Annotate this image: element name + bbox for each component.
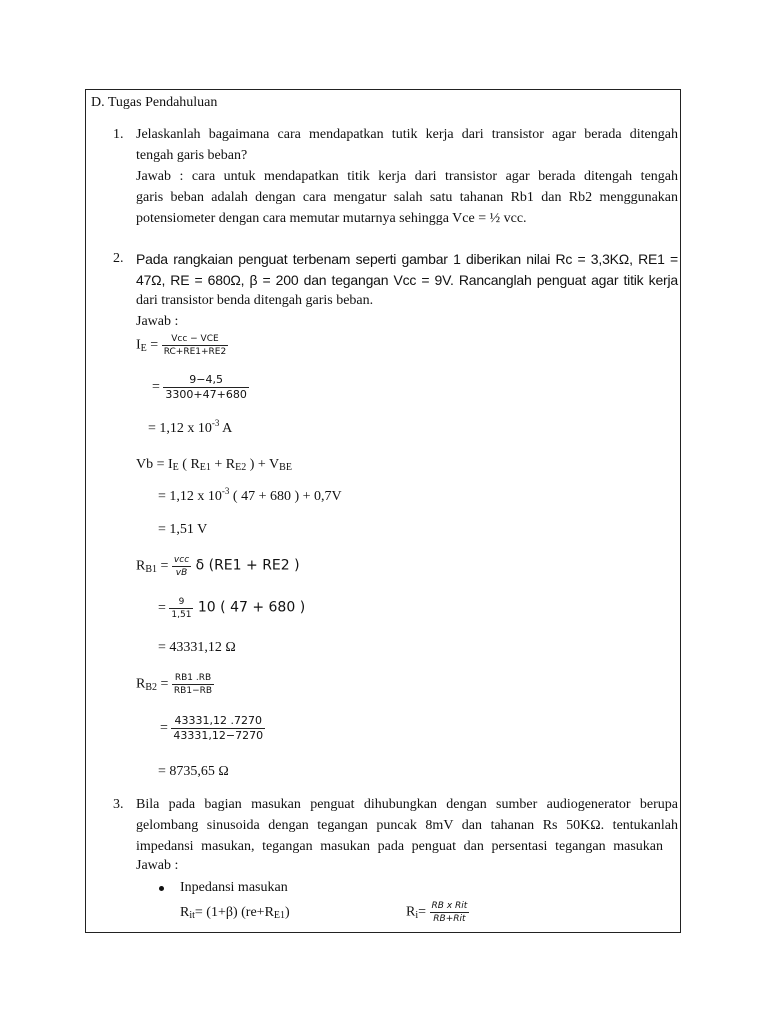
- q1-answer-line3: potensiometer dengan cara memutar mutarnya sehingga Vce = ½ vcc.: [136, 211, 527, 226]
- rb1-formula: RB1 = $\frac{\text{vcc}}{vB}$ δ (RE1 + RE2 ): [136, 555, 300, 578]
- q2-line1: Pada rangkaian penguat terbenam seperti gambar 1 diberikan nilai Rc = 3,3KΩ, RE1 =: [136, 251, 678, 267]
- ie-result: = 1,12 x $10^{-3}$ A: [148, 418, 233, 436]
- q2-line2: 47Ω, RE = 680Ω, β = 200 dan tegangan Vcc = 9V. Rancanglah penguat agar titik kerja: [136, 272, 678, 288]
- q3-jawab: Jawab :: [136, 858, 179, 873]
- rb2-formula: RB2 = $\frac{RB1 .RB}{RB1-RB}$: [136, 673, 213, 696]
- rb2-substitution: = $\frac{43331,12 .7270}{43331,12-7270}$: [160, 714, 264, 742]
- rb1-result: = 43331,12 Ω: [158, 640, 236, 655]
- q2-line3: dari transistor benda ditengah garis beban.: [136, 293, 374, 308]
- q1-answer-line1: Jawab : cara untuk mendapatkan titik kerja dari transistor agar berada ditengah tengah: [136, 169, 678, 184]
- rb1-substitution: = $\frac{9}{1,51}$ 10 ( 47 + 680 ): [158, 597, 306, 620]
- vb-calculation: = 1,12 x $10^{-3}$ ( 47 + 680 ) + 0,7V: [158, 486, 342, 504]
- q3-line2: gelombang sinusoida dengan tegangan puncak 8mV dan tahanan Rs 50KΩ. tentukanlah: [136, 818, 678, 833]
- q2-number: 2.: [113, 251, 124, 266]
- section-title: D. Tugas Pendahuluan: [91, 95, 218, 110]
- q2-jawab: Jawab :: [136, 314, 179, 329]
- q1-answer-line2: garis beban adalah dengan cara mengatur salah satu tahanan Rb1 dan Rb2 menggunakan: [136, 190, 678, 205]
- q1-line1: Jelaskanlah bagaimana cara mendapatkan tutik kerja dari transistor agar berada ditengah: [136, 127, 678, 142]
- rb2-result: = 8735,65 Ω: [158, 764, 229, 779]
- bullet-dot-icon: [159, 886, 164, 891]
- rit-formula: Rit= (1+β) (re+RE1): [180, 905, 290, 921]
- ie-formula: IE = $\frac{\text{Vcc − VCE}}{RC+RE1+RE2}$: [136, 334, 227, 357]
- ie-substitution: = $\frac{9-4,5}{3300+47+680}$: [152, 373, 247, 401]
- q3-number: 3.: [113, 797, 124, 812]
- q3-bullet-text: Inpedansi masukan: [180, 880, 288, 895]
- ri-formula: Ri= $\frac{\text{RB x Rit}}{\text{RB+Rit}}$: [406, 901, 468, 924]
- q3-line3: impedansi masukan, tegangan masukan pada penguat dan persentasi tegangan masukan: [136, 839, 663, 854]
- q1-line2: tengah garis beban?: [136, 148, 248, 163]
- vb-result: = 1,51 V: [158, 522, 208, 537]
- vb-formula: Vb = IE ( RE1 + RE2 ) + VBE: [136, 457, 292, 473]
- q1-number: 1.: [113, 127, 124, 142]
- q3-line1: Bila pada bagian masukan penguat dihubungkan dengan sumber audiogenerator berupa: [136, 797, 678, 812]
